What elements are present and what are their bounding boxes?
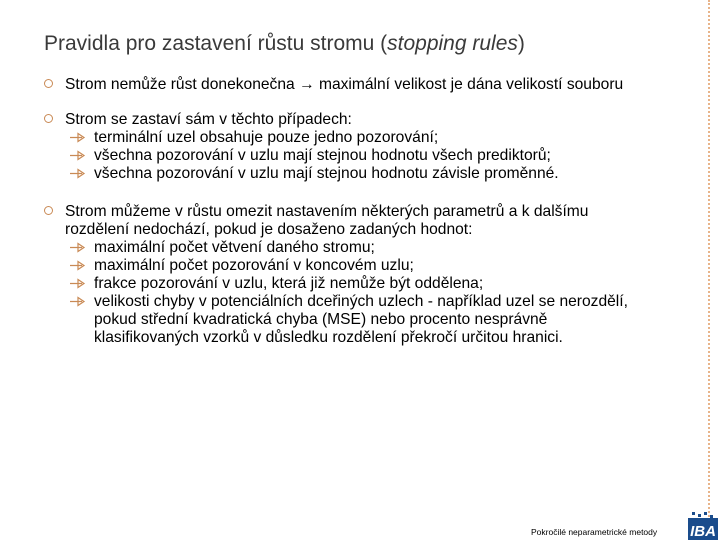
title-main-text: Pravidla pro zastavení růstu stromu ( bbox=[44, 32, 388, 55]
slide-right-border bbox=[708, 0, 710, 540]
bullet-text: Strom se zastaví sám v těchto případech: bbox=[65, 111, 352, 128]
bullet-item bbox=[44, 76, 644, 94]
bullet-item bbox=[44, 203, 644, 347]
title-close-text: ) bbox=[517, 32, 525, 55]
arrow-bullet-icon bbox=[69, 132, 91, 143]
sub-item bbox=[65, 129, 644, 147]
sub-list bbox=[65, 129, 644, 183]
arrow-bullet-icon bbox=[69, 242, 91, 253]
arrow-bullet-icon bbox=[69, 296, 91, 307]
bullet-text: Strom můžeme v růstu omezit nastavením některých parametrů a k dalšímu rozdělení nedochází, pokud je dosaženo zadaných hodnot: bbox=[65, 203, 589, 238]
sub-item bbox=[65, 293, 644, 347]
sub-list bbox=[65, 239, 644, 347]
bullet-item bbox=[44, 111, 644, 183]
sub-item-text: velikosti chyby v potenciálních dceřiných uzlech - například uzel se nerozdělí, pokud střední kvadratická chyba (MSE) nebo procento nesprávně klasifikovaných vzorků v důsledku rozdělení překročí určitou hranici. bbox=[94, 293, 628, 346]
sub-item-text: všechna pozorování v uzlu mají stejnou hodnotu všech prediktorů; bbox=[94, 147, 551, 164]
bullet-text: Strom nemůže růst donekonečna → maximální velikost je dána velikostí souboru bbox=[65, 76, 624, 93]
bullet-circle-icon bbox=[44, 79, 53, 88]
sub-item bbox=[65, 257, 644, 275]
sub-item bbox=[65, 239, 644, 257]
bullet-circle-icon bbox=[44, 206, 53, 215]
iba-logo bbox=[684, 510, 720, 540]
slide-title bbox=[44, 32, 684, 56]
slide-content bbox=[44, 76, 644, 347]
bullet-circle-icon bbox=[44, 114, 53, 123]
sub-item bbox=[65, 275, 644, 293]
sub-item-text: terminální uzel obsahuje pouze jedno pozorování; bbox=[94, 129, 439, 146]
sub-item bbox=[65, 165, 644, 183]
arrow-bullet-icon bbox=[69, 260, 91, 271]
sub-item-text: maximální počet větvení daného stromu; bbox=[94, 239, 375, 256]
sub-item-text: maximální počet pozorování v koncovém uzlu; bbox=[94, 257, 414, 274]
arrow-bullet-icon bbox=[69, 150, 91, 161]
sub-item-text: všechna pozorování v uzlu mají stejnou hodnotu závisle proměnné. bbox=[94, 165, 559, 182]
title-italic-text: stopping rules bbox=[387, 32, 518, 55]
sub-item bbox=[65, 147, 644, 165]
logo-lettering: IBA bbox=[690, 523, 716, 540]
arrow-bullet-icon bbox=[69, 168, 91, 179]
footer-caption: Pokročilé neparametrické metody bbox=[531, 527, 658, 537]
arrow-bullet-icon bbox=[69, 278, 91, 289]
sub-item-text: frakce pozorování v uzlu, která již nemůže být oddělena; bbox=[94, 275, 484, 292]
